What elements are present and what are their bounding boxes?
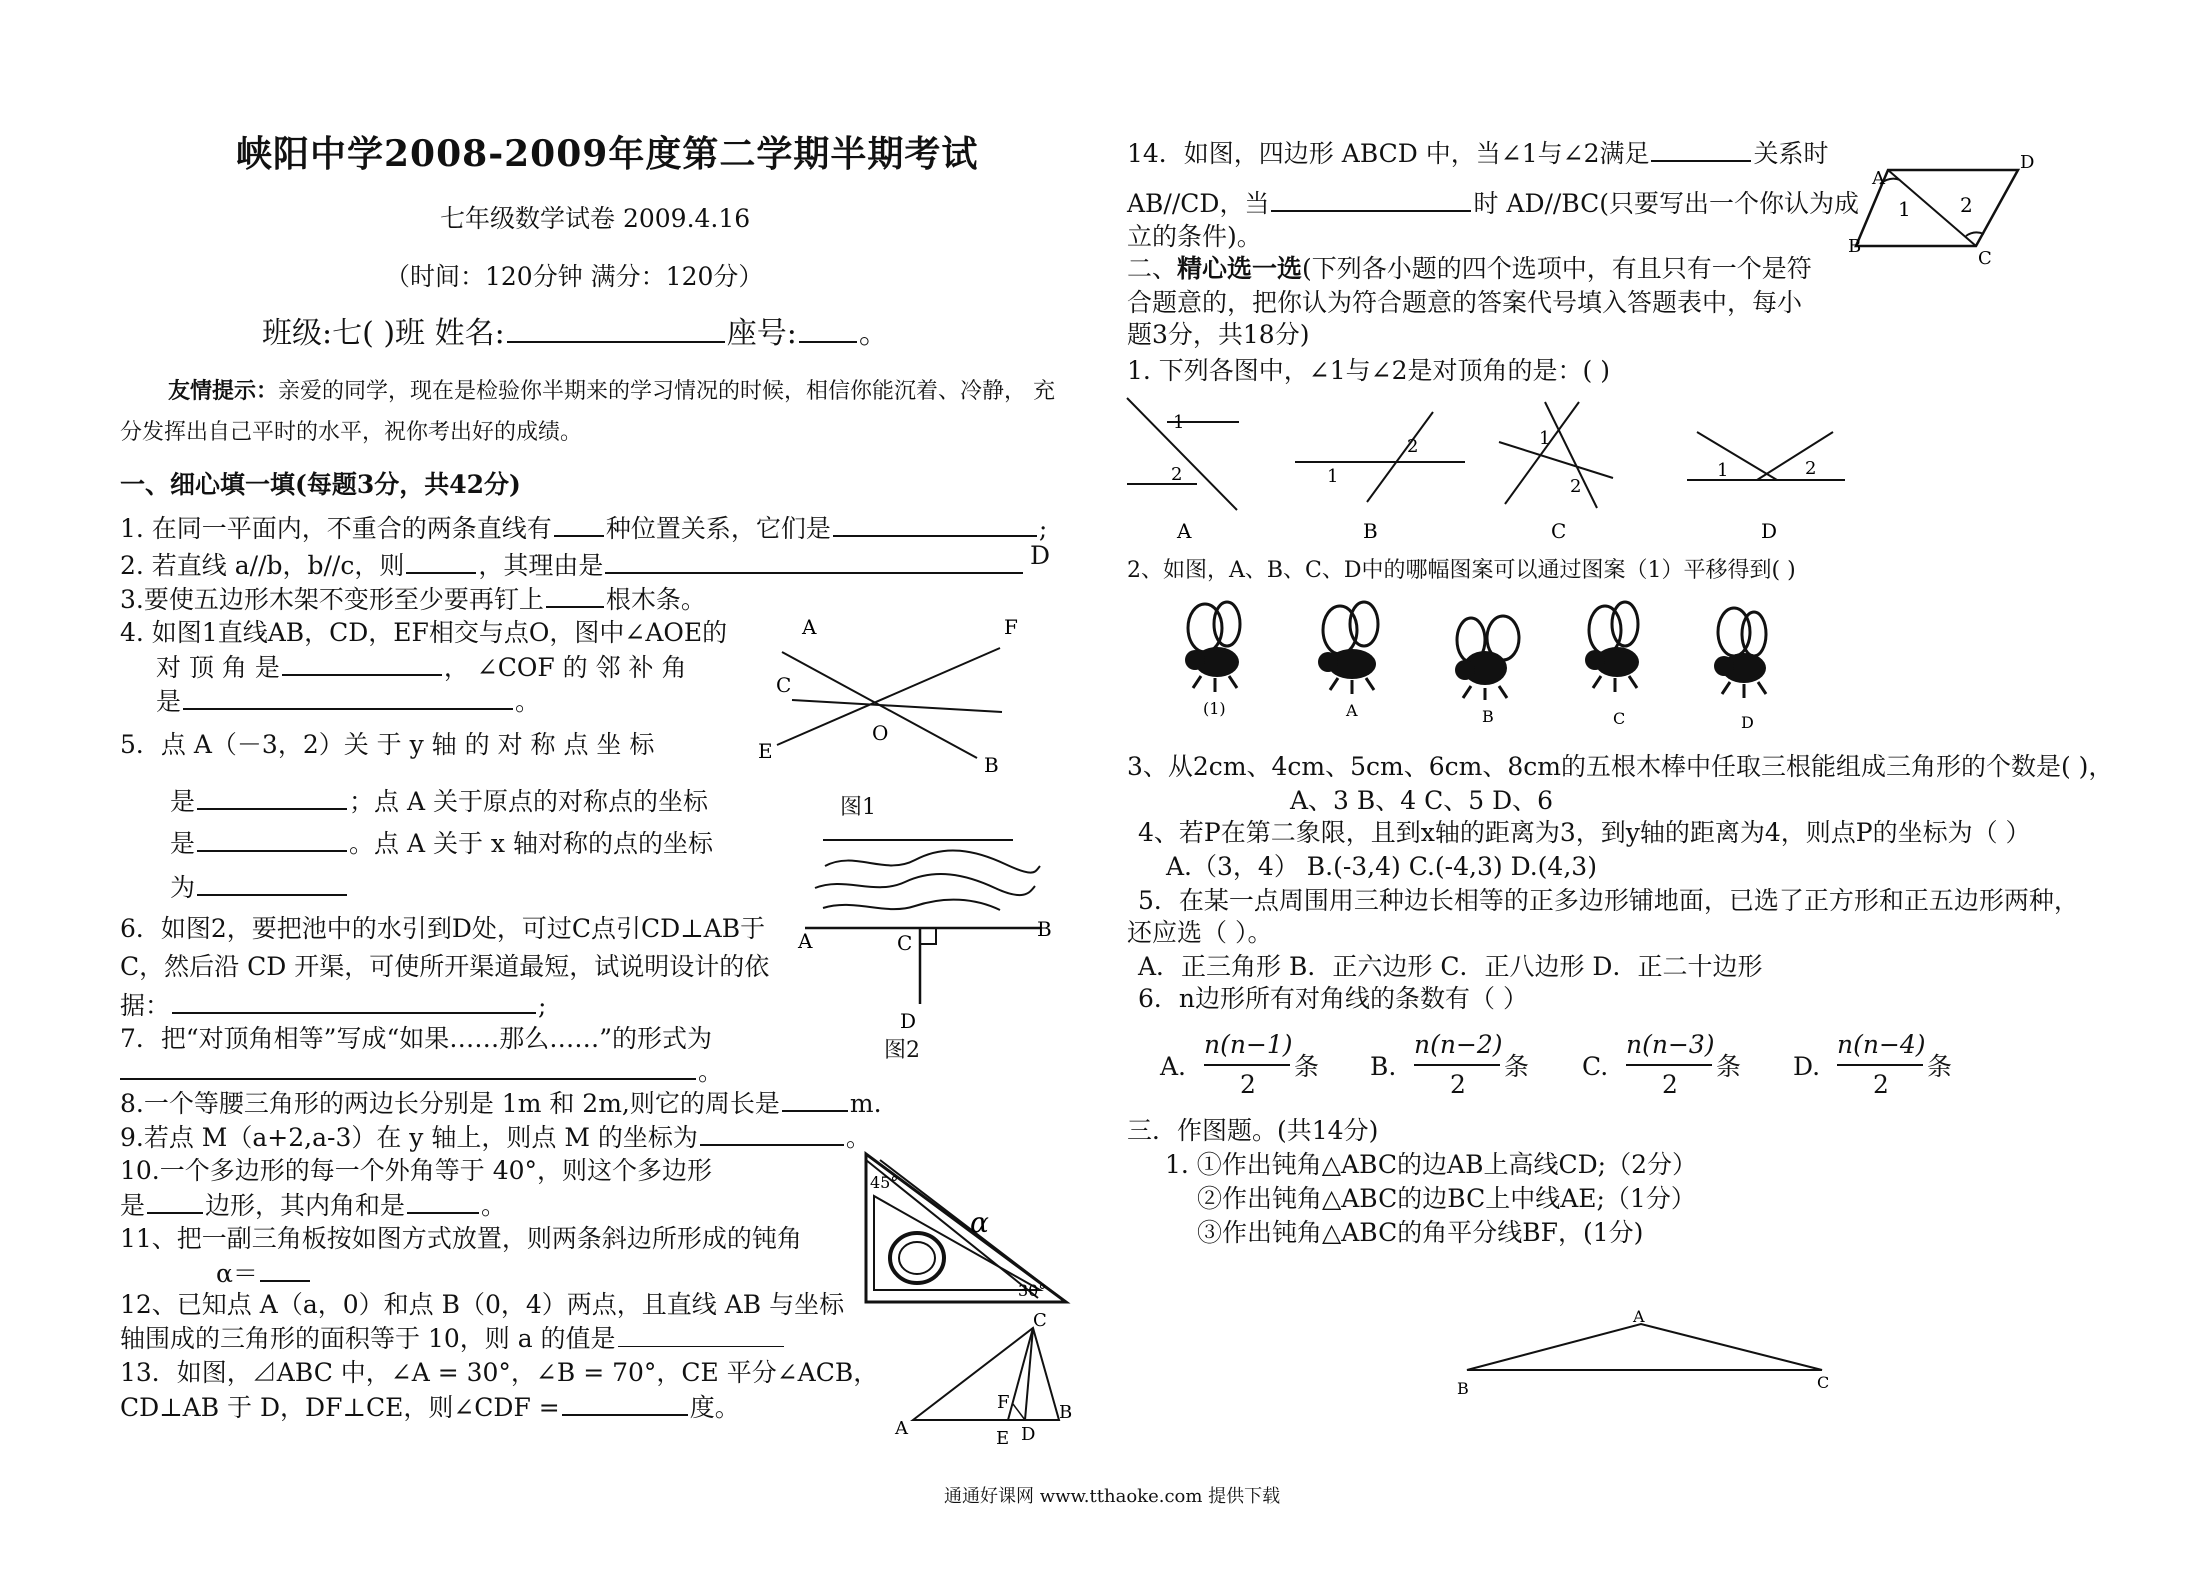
mc-question-5-line2: 还应选（ ）。 [1127, 918, 1273, 947]
question-7-line1: 7．把“对顶角相等”写成“如果……那么……”的形式为 [120, 1024, 713, 1053]
q5-blank-1[interactable] [197, 786, 347, 810]
mc-q6-numerator: n(n−3) [1626, 1030, 1715, 1059]
question-5-line2: 是 ；点 A 关于原点的对称点的坐标 [170, 787, 708, 816]
question-6-line3: 据： ; [120, 991, 547, 1020]
question-12-line1: 12、已知点 A（a，0）和点 B（0，4）两点，且直线 AB 与坐标 [120, 1290, 845, 1319]
fig11-angle-45: 45° [870, 1173, 899, 1192]
mc-q6-numerator: n(n−1) [1204, 1030, 1293, 1059]
question-6-line2: C，然后沿 CD 开渠，可使所开渠道最短，试说明设计的依 [120, 952, 770, 981]
question-11-line2: α＝ [216, 1258, 312, 1289]
question-5-line4: 为 [170, 872, 349, 903]
fig2-label-a: A [798, 929, 813, 953]
bee-icon-c [1585, 602, 1639, 692]
question-13-line1: 13．如图，⊿ABC 中，∠A = 30°，∠B = 70°，CE 平分∠ACB， [120, 1358, 879, 1387]
mc-question-5-options: A．正三角形 B．正六边形 C．正八边形 D．正二十边形 [1138, 952, 1763, 981]
mc-q2-bee-figures [1175, 600, 1815, 735]
figure-obtuse-triangle [1455, 1307, 1845, 1400]
bee-label-1: (1) [1203, 699, 1226, 718]
q1-blank-2[interactable] [833, 513, 1037, 537]
q6-blank[interactable] [172, 990, 536, 1014]
mc-q1-figure-c [1499, 402, 1613, 543]
mc-q6-denominator: 2 [1873, 1070, 1889, 1099]
question-1: 1. 在同一平面内，不重合的两条直线有 种位置关系，它们是 ; [120, 514, 1048, 543]
question-6-line1: 6．如图2，要把池中的水引到D处，可过C点引CD⊥AB于 [120, 914, 766, 943]
fig14-label-a: A [1872, 168, 1885, 189]
bee-icon-b [1455, 616, 1519, 700]
mc-q6-unit: 条 [1504, 1052, 1530, 1081]
q2-blank-2[interactable] [605, 550, 1023, 574]
mc-c-num-1: 1 [1539, 428, 1551, 449]
mc-q6-fraction-bar [1414, 1064, 1500, 1066]
mc-question-3-options: A、3 B、4 C、5 D、6 [1290, 786, 1554, 815]
q10-blank-1[interactable] [147, 1190, 203, 1214]
section2-heading-line3: 题3分，共18分) [1127, 320, 1310, 349]
seat-blank[interactable] [799, 319, 857, 343]
mc-q6-denominator: 2 [1662, 1070, 1678, 1099]
question-5-line1: 5．点 A（－3，2）关 于 y 轴 的 对 称 点 坐 标 [120, 730, 655, 759]
mc-q6-option-letter: D. [1793, 1052, 1821, 1081]
q4-blank-2[interactable] [183, 686, 513, 710]
fig2-label-b: B [1037, 917, 1052, 941]
mc-c-num-2: 2 [1570, 476, 1582, 497]
student-info-line: 班级:七( )班 姓名: 座号: 。 [262, 316, 889, 351]
fig13-label-e: E [996, 1428, 1010, 1449]
question-3: 3.要使五边形木架不变形至少要再钉上 根木条。 [120, 585, 706, 614]
bee-label-c: C [1613, 709, 1626, 728]
mc-question-5-line1: 5．在某一点周围用三种边长相等的正多边形铺地面，已选了正方形和正五边形两种， [1138, 886, 2079, 915]
figure-q13-triangle [893, 1312, 1093, 1447]
mc-question-1: 1. 下列各图中，∠1与∠2是对顶角的是：( ) [1127, 356, 1610, 385]
section3-q1-line2: ②作出钝角△ABC的边BC上中线AE;（1分） [1197, 1184, 1696, 1213]
mc-q6-option-letter: A. [1160, 1052, 1187, 1081]
question-14-line1: 14．如图，四边形 ABCD 中，当∠1与∠2满足 关系时 [1127, 139, 1829, 168]
fig11-angle-30: 30° [1018, 1281, 1047, 1300]
fig13-label-d: D [1021, 1424, 1036, 1445]
fig14-label-c: C [1978, 248, 1992, 269]
q7-blank[interactable] [120, 1056, 696, 1080]
tri-label-c: C [1817, 1373, 1830, 1392]
question-10-line2: 是 边形，其内角和是 。 [120, 1191, 507, 1220]
figure-set-squares [860, 1148, 1070, 1308]
fig1-label-e: E [758, 739, 773, 763]
q13-blank[interactable] [562, 1392, 688, 1416]
section2-heading-line2: 合题意的，把你认为符合题意的答案代号填入答题表中，每小 [1127, 288, 1803, 317]
fig13-label-f: F [997, 1392, 1010, 1413]
bee-label-d: D [1741, 713, 1754, 732]
fig13-label-b: B [1059, 1402, 1073, 1423]
mc-question-4-options: A.（3，4） B.(-3,4) C.(-4,3) D.(4,3) [1166, 852, 1597, 881]
q11-blank[interactable] [260, 1258, 310, 1282]
tip-line2: 分发挥出自己平时的水平，祝你考出好的成绩。 [120, 420, 583, 445]
figure-2 [795, 836, 1075, 1036]
figure-1 [752, 615, 1032, 790]
exam-title: 峡阳中学2008-2009年度第二学期半期考试 [236, 133, 979, 175]
bee-icon-d [1714, 608, 1766, 698]
q2-stray-d: D [1030, 541, 1051, 570]
mc-q1-option-c: C [1551, 519, 1567, 543]
mc-q6-fraction-bar [1626, 1064, 1712, 1066]
q10-blank-2[interactable] [407, 1190, 479, 1214]
q8-blank[interactable] [782, 1088, 848, 1112]
mc-q6-option-letter: C. [1582, 1052, 1609, 1081]
question-4-line1: 4. 如图1直线AB，CD，EF相交与点O，图中∠AOE的 [120, 618, 728, 647]
question-5-line3: 是 。点 A 关于 x 轴对称的点的坐标 [170, 829, 713, 858]
fig2-label-c: C [897, 931, 913, 955]
mc-q1-option-a: A [1177, 519, 1192, 543]
mc-question-4: 4、若P在第二象限，且到x轴的距离为3，到y轴的距离为4，则点P的坐标为（ ） [1138, 818, 2031, 847]
mc-a-num-2: 2 [1171, 464, 1183, 485]
mc-q1-figures [1127, 392, 1867, 542]
exam-time-info: （时间：120分钟 满分：120分） [385, 262, 764, 291]
tri-label-b: B [1457, 1379, 1469, 1398]
mc-q1-figure-d [1687, 432, 1845, 543]
mc-q1-option-d: D [1761, 519, 1778, 543]
mc-q6-numerator: n(n−2) [1414, 1030, 1503, 1059]
mc-d-num-2: 2 [1805, 458, 1817, 479]
question-12-line2: 轴围成的三角形的面积等于 10，则 a 的值是 [120, 1324, 786, 1354]
mc-b-num-2: 2 [1407, 436, 1419, 457]
figure-1-caption: 图1 [840, 795, 876, 820]
mc-question-6: 6．n边形所有对角线的条数有（ ） [1138, 984, 1528, 1013]
question-9: 9.若点 M（a+2,a-3）在 y 轴上，则点 M 的坐标为 。 [120, 1123, 871, 1152]
question-4-line2: 对 顶 角 是 ， ∠COF 的 邻 补 角 [156, 653, 687, 682]
mc-question-3: 3、从2cm、4cm、5cm、6cm、8cm的五根木棒中任取三根能组成三角形的个数是( )， [1127, 752, 2114, 781]
fig14-label-b: B [1848, 236, 1862, 257]
mc-q6-numerator: n(n−4) [1837, 1030, 1926, 1059]
section3-heading: 三．作图题。(共14分) [1127, 1116, 1379, 1145]
question-14-line3: 立的条件)。 [1127, 222, 1262, 251]
question-4-line3: 是 。 [156, 687, 541, 716]
figure-2-caption: 图2 [884, 1038, 920, 1063]
q5-blank-3[interactable] [197, 872, 347, 896]
tri-label-a: A [1633, 1307, 1645, 1326]
mc-question-2: 2、如图，A、B、C、D中的哪幅图案可以通过图案（1）平移得到( ) [1127, 558, 1796, 583]
mc-q6-unit: 条 [1927, 1052, 1953, 1081]
section2-heading-line1: 二、精心选一选(下列各小题的四个选项中，有且只有一个是符 [1127, 254, 1812, 283]
section3-q1-line1: 1. ①作出钝角△ABC的边AB上高线CD;（2分） [1165, 1150, 1697, 1179]
mc-q1-option-b: B [1363, 519, 1378, 543]
mc-q1-figure-a [1127, 398, 1239, 543]
section3-q1-line3: ③作出钝角△ABC的角平分线BF，(1分) [1197, 1218, 1644, 1247]
tip-line1: 友情提示：亲爱的同学，现在是检验你半期来的学习情况的时候，相信你能沉着、冷静， 充 [168, 378, 1056, 404]
page-footer: 通通好课网 www.tthaoke.com 提供下载 [944, 1486, 1281, 1507]
fig1-label-c: C [776, 673, 792, 697]
mc-b-num-1: 1 [1327, 466, 1339, 487]
mc-q6-denominator: 2 [1450, 1070, 1466, 1099]
question-14-line2: AB//CD，当 时 AD//BC(只要写出一个你认为成 [1127, 189, 1860, 218]
bee-label-b: B [1482, 707, 1494, 726]
question-13-line2: CD⊥AB 于 D，DF⊥CE，则∠CDF = 度。 [120, 1393, 740, 1422]
question-8: 8.一个等腰三角形的两边长分别是 1m 和 2m,则它的周长是 m. [120, 1089, 882, 1118]
q14-blank-1[interactable] [1651, 138, 1751, 162]
mc-d-num-1: 1 [1717, 460, 1729, 481]
fig13-label-c: C [1033, 1310, 1047, 1331]
fig13-label-a: A [895, 1418, 908, 1439]
q12-blank[interactable] [618, 1324, 784, 1347]
question-7-line2: 。 [120, 1056, 723, 1087]
mc-q1-figure-b [1295, 412, 1465, 543]
fig11-alpha: α [970, 1206, 989, 1239]
q9-blank[interactable] [700, 1122, 844, 1146]
bee-icon-1 [1185, 602, 1240, 692]
mc-q6-unit: 条 [1294, 1052, 1320, 1081]
mc-a-num-1: 1 [1173, 412, 1185, 433]
class-name-label: 班级:七( )班 姓名: [262, 316, 505, 351]
mc-q6-option-letter: B. [1370, 1052, 1397, 1081]
fig14-label-d: D [2020, 152, 2035, 173]
q4-blank-1[interactable] [282, 652, 442, 676]
q14-blank-2[interactable] [1271, 188, 1471, 212]
question-11-line1: 11、把一副三角板按如图方式放置，则两条斜边所形成的钝角 [120, 1224, 802, 1253]
mc-q6-unit: 条 [1716, 1052, 1742, 1081]
name-blank[interactable] [507, 319, 725, 343]
fig1-label-f: F [1004, 615, 1018, 639]
mc-q6-fraction-bar [1837, 1064, 1923, 1066]
seat-label: 座号: [726, 316, 797, 351]
exam-subtitle: 七年级数学试卷 2009.4.16 [440, 204, 751, 233]
fig2-label-d: D [900, 1009, 917, 1033]
mc-q6-denominator: 2 [1240, 1070, 1256, 1099]
question-10-line1: 10.一个多边形的每一个外角等于 40°，则这个多边形 [120, 1156, 713, 1185]
tip-label: 友情提示： [168, 378, 279, 404]
figure-q14-quadrilateral [1848, 148, 2038, 273]
q1-blank-1[interactable] [554, 513, 604, 537]
q2-blank-1[interactable] [406, 550, 476, 574]
fig14-angle-1: 1 [1898, 197, 1911, 221]
fig1-label-o: O [872, 721, 889, 745]
q3-blank[interactable] [546, 584, 604, 608]
bee-label-a: A [1346, 701, 1358, 720]
fig14-angle-2: 2 [1960, 193, 1973, 217]
bee-icon-a [1318, 602, 1378, 694]
section1-heading: 一、细心填一填(每题3分，共42分) [120, 470, 521, 499]
fig1-label-a: A [802, 615, 817, 639]
fig1-label-b: B [984, 753, 999, 777]
question-2: 2. 若直线 a//b，b//c，则 ，其理由是 [120, 550, 1025, 581]
q5-blank-2[interactable] [197, 828, 347, 852]
mc-q6-fraction-bar [1204, 1064, 1290, 1066]
